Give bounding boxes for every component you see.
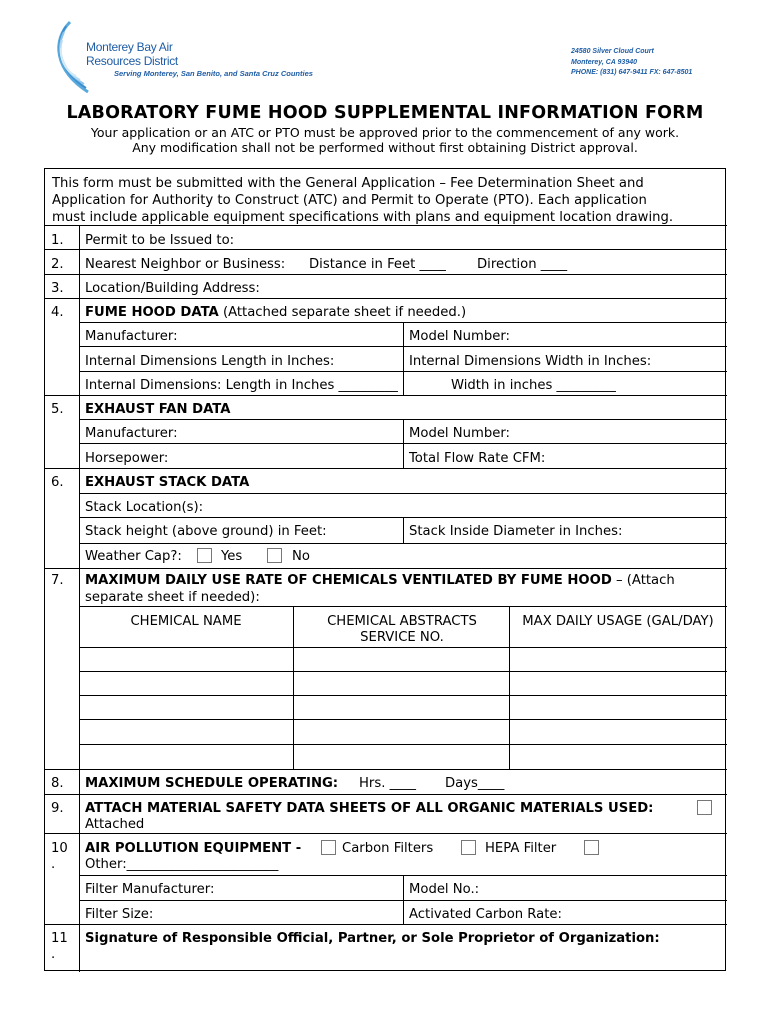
- chemical-table-body: [79, 647, 727, 769]
- horsepower-field[interactable]: Horsepower:: [85, 451, 169, 466]
- org-name: [86, 40, 178, 68]
- schedule-hours-field[interactable]: Hrs. ____: [359, 776, 416, 791]
- intro-line-1: This form must be submitted with the General Application – Fee Determination Sheet and: [52, 176, 644, 191]
- weather-cap-no-checkbox[interactable]: [267, 548, 282, 563]
- section-10-number: 10: [51, 841, 68, 856]
- section-8-number: 8.: [51, 776, 64, 791]
- rule: [45, 468, 727, 469]
- stack-location-field[interactable]: Stack Location(s):: [85, 500, 204, 515]
- fume-hood-manufacturer-field[interactable]: Manufacturer:: [85, 329, 178, 344]
- stack-height-field[interactable]: Stack height (above ground) in Feet:: [85, 524, 327, 539]
- col-header-cas-number: CHEMICAL ABSTRACTS SERVICE NO.: [327, 614, 477, 645]
- fume-hood-model-field[interactable]: Model Number:: [409, 329, 510, 344]
- table-cell-chemical-name[interactable]: [79, 719, 293, 743]
- table-cell-max-usage[interactable]: [509, 719, 727, 743]
- district-address: [571, 47, 692, 79]
- rule: [45, 274, 727, 275]
- intro-line-2: Application for Authority to Construct (ATC) and Permit to Operate (PTO). Each application: [52, 193, 647, 208]
- schedule-heading: MAXIMUM SCHEDULE OPERATING:: [85, 776, 339, 791]
- chemicals-heading-text: MAXIMUM DAILY USE RATE OF CHEMICALS VENTILATED BY FUME HOOD: [85, 573, 612, 588]
- filter-size-field[interactable]: Filter Size:: [85, 907, 154, 922]
- section-3-number: 3.: [51, 281, 64, 296]
- weather-cap-label: Weather Cap?:: [85, 549, 182, 564]
- other-equipment-checkbox[interactable]: [584, 840, 599, 855]
- rule: [45, 769, 727, 770]
- msds-attached-label: Attached: [85, 817, 145, 832]
- internal-length-field[interactable]: Internal Dimensions Length in Inches:: [85, 354, 335, 369]
- chemicals-heading: [85, 573, 675, 589]
- intro-line-3: must include applicable equipment specifications with plans and equipment location drawing.: [52, 210, 674, 225]
- rule: [45, 924, 727, 925]
- activated-carbon-rate-field[interactable]: Activated Carbon Rate:: [409, 907, 562, 922]
- chemicals-note-2: separate sheet if needed):: [85, 590, 260, 605]
- carbon-filters-checkbox[interactable]: [321, 840, 336, 855]
- hepa-filter-label: HEPA Filter: [485, 841, 557, 856]
- section-7-number: 7.: [51, 573, 64, 588]
- column-divider: [403, 322, 404, 395]
- stack-diameter-field[interactable]: Stack Inside Diameter in Inches:: [409, 524, 623, 539]
- msds-attached-checkbox[interactable]: [697, 800, 712, 815]
- table-cell-max-usage[interactable]: [509, 647, 727, 671]
- subtitle-line-1: Your application or an ATC or PTO must be approved prior to the commencement of any work.: [90, 125, 680, 140]
- section-2-number: 2.: [51, 257, 64, 272]
- rule: [45, 249, 727, 250]
- column-divider: [403, 517, 404, 543]
- org-name-line-2: Resources District: [86, 54, 178, 68]
- section-5-number: 5.: [51, 402, 64, 417]
- address-street: 24580 Silver Cloud Court: [571, 48, 654, 55]
- filter-manufacturer-field[interactable]: Filter Manufacturer:: [85, 882, 215, 897]
- internal-dimensions-width-field[interactable]: Width in inches _________: [451, 378, 616, 393]
- section-4-number: 4.: [51, 305, 64, 320]
- section-11-number: 11: [51, 931, 68, 946]
- fan-model-field[interactable]: Model Number:: [409, 426, 510, 441]
- address-city: Monterey, CA 93940: [571, 58, 638, 66]
- district-logo: [48, 18, 348, 98]
- hepa-filter-checkbox[interactable]: [461, 840, 476, 855]
- distance-in-feet-field[interactable]: Distance in Feet ____: [309, 257, 446, 272]
- column-divider: [403, 875, 404, 924]
- permit-issued-to-label[interactable]: Permit to be Issued to:: [85, 233, 235, 248]
- signature-heading[interactable]: Signature of Responsible Official, Partner, or Sole Proprietor of Organization:: [85, 931, 660, 946]
- section-11-number-dot: .: [51, 947, 56, 962]
- form-title: LABORATORY FUME HOOD SUPPLEMENTAL INFORMATION FORM: [66, 103, 704, 123]
- section-9-number: 9.: [51, 801, 64, 816]
- address-phone: PHONE: (831) 647-9411 FX: 647-8501: [571, 69, 693, 76]
- section-1-number: 1.: [51, 233, 64, 248]
- rule: [79, 606, 727, 607]
- col-header-max-daily-usage: MAX DAILY USAGE (GAL/DAY): [522, 614, 714, 629]
- fume-hood-heading: [85, 305, 466, 321]
- section-10-number-dot: .: [51, 857, 56, 872]
- weather-cap-no-label: No: [292, 549, 310, 564]
- nearest-neighbor-label[interactable]: Nearest Neighbor or Business:: [85, 257, 286, 272]
- table-cell-cas-number[interactable]: [293, 719, 509, 743]
- carbon-filters-label: Carbon Filters: [342, 841, 434, 856]
- table-cell-cas-number[interactable]: [293, 671, 509, 695]
- exhaust-stack-heading: EXHAUST STACK DATA: [85, 475, 250, 490]
- fume-hood-heading-text: FUME HOOD DATA: [85, 305, 219, 320]
- org-name-line-1: Monterey Bay Air: [86, 40, 173, 54]
- other-equipment-field[interactable]: Other:_______________________: [85, 857, 279, 872]
- table-cell-max-usage[interactable]: [509, 695, 727, 719]
- table-cell-cas-number[interactable]: [293, 647, 509, 671]
- table-cell-cas-number[interactable]: [293, 744, 509, 769]
- form-grid: [44, 168, 726, 971]
- table-cell-chemical-name[interactable]: [79, 647, 293, 671]
- weather-cap-yes-label: Yes: [221, 549, 243, 564]
- rule: [79, 543, 727, 544]
- table-cell-chemical-name[interactable]: [79, 695, 293, 719]
- air-pollution-heading: AIR POLLUTION EQUIPMENT -: [85, 841, 302, 856]
- col-header-chemical-name: CHEMICAL NAME: [130, 614, 242, 629]
- direction-field[interactable]: Direction ____: [477, 257, 568, 272]
- table-cell-chemical-name[interactable]: [79, 744, 293, 769]
- table-cell-max-usage[interactable]: [509, 671, 727, 695]
- schedule-days-field[interactable]: Days____: [445, 776, 505, 791]
- filter-model-field[interactable]: Model No.:: [409, 882, 480, 897]
- column-divider: [403, 419, 404, 468]
- total-flow-rate-field[interactable]: Total Flow Rate CFM:: [409, 451, 546, 466]
- rule: [45, 225, 727, 226]
- table-cell-chemical-name[interactable]: [79, 671, 293, 695]
- internal-dimensions-length-field[interactable]: Internal Dimensions: Length in Inches _________: [85, 378, 398, 393]
- weather-cap-yes-checkbox[interactable]: [197, 548, 212, 563]
- rule: [45, 833, 727, 834]
- table-cell-max-usage[interactable]: [509, 744, 727, 769]
- number-column-divider: [79, 225, 80, 972]
- exhaust-fan-heading: EXHAUST FAN DATA: [85, 402, 231, 417]
- msds-heading: ATTACH MATERIAL SAFETY DATA SHEETS OF ALL ORGANIC MATERIALS USED:: [85, 801, 654, 816]
- fan-manufacturer-field[interactable]: Manufacturer:: [85, 426, 178, 441]
- table-cell-cas-number[interactable]: [293, 695, 509, 719]
- subtitle-line-2: Any modification shall not be performed without first obtaining District approval.: [132, 140, 638, 155]
- org-tagline: Serving Monterey, San Benito, and Santa Cruz Counties: [114, 69, 313, 78]
- rule: [45, 298, 727, 299]
- fume-hood-note: (Attached separate sheet if needed.): [222, 305, 467, 320]
- chemicals-note: – (Attach: [611, 573, 675, 588]
- rule: [79, 493, 727, 494]
- internal-width-field[interactable]: Internal Dimensions Width in Inches:: [409, 354, 652, 369]
- section-6-number: 6.: [51, 475, 64, 490]
- rule: [45, 395, 727, 396]
- rule: [45, 794, 727, 795]
- rule: [45, 568, 727, 569]
- location-address-label[interactable]: Location/Building Address:: [85, 281, 260, 296]
